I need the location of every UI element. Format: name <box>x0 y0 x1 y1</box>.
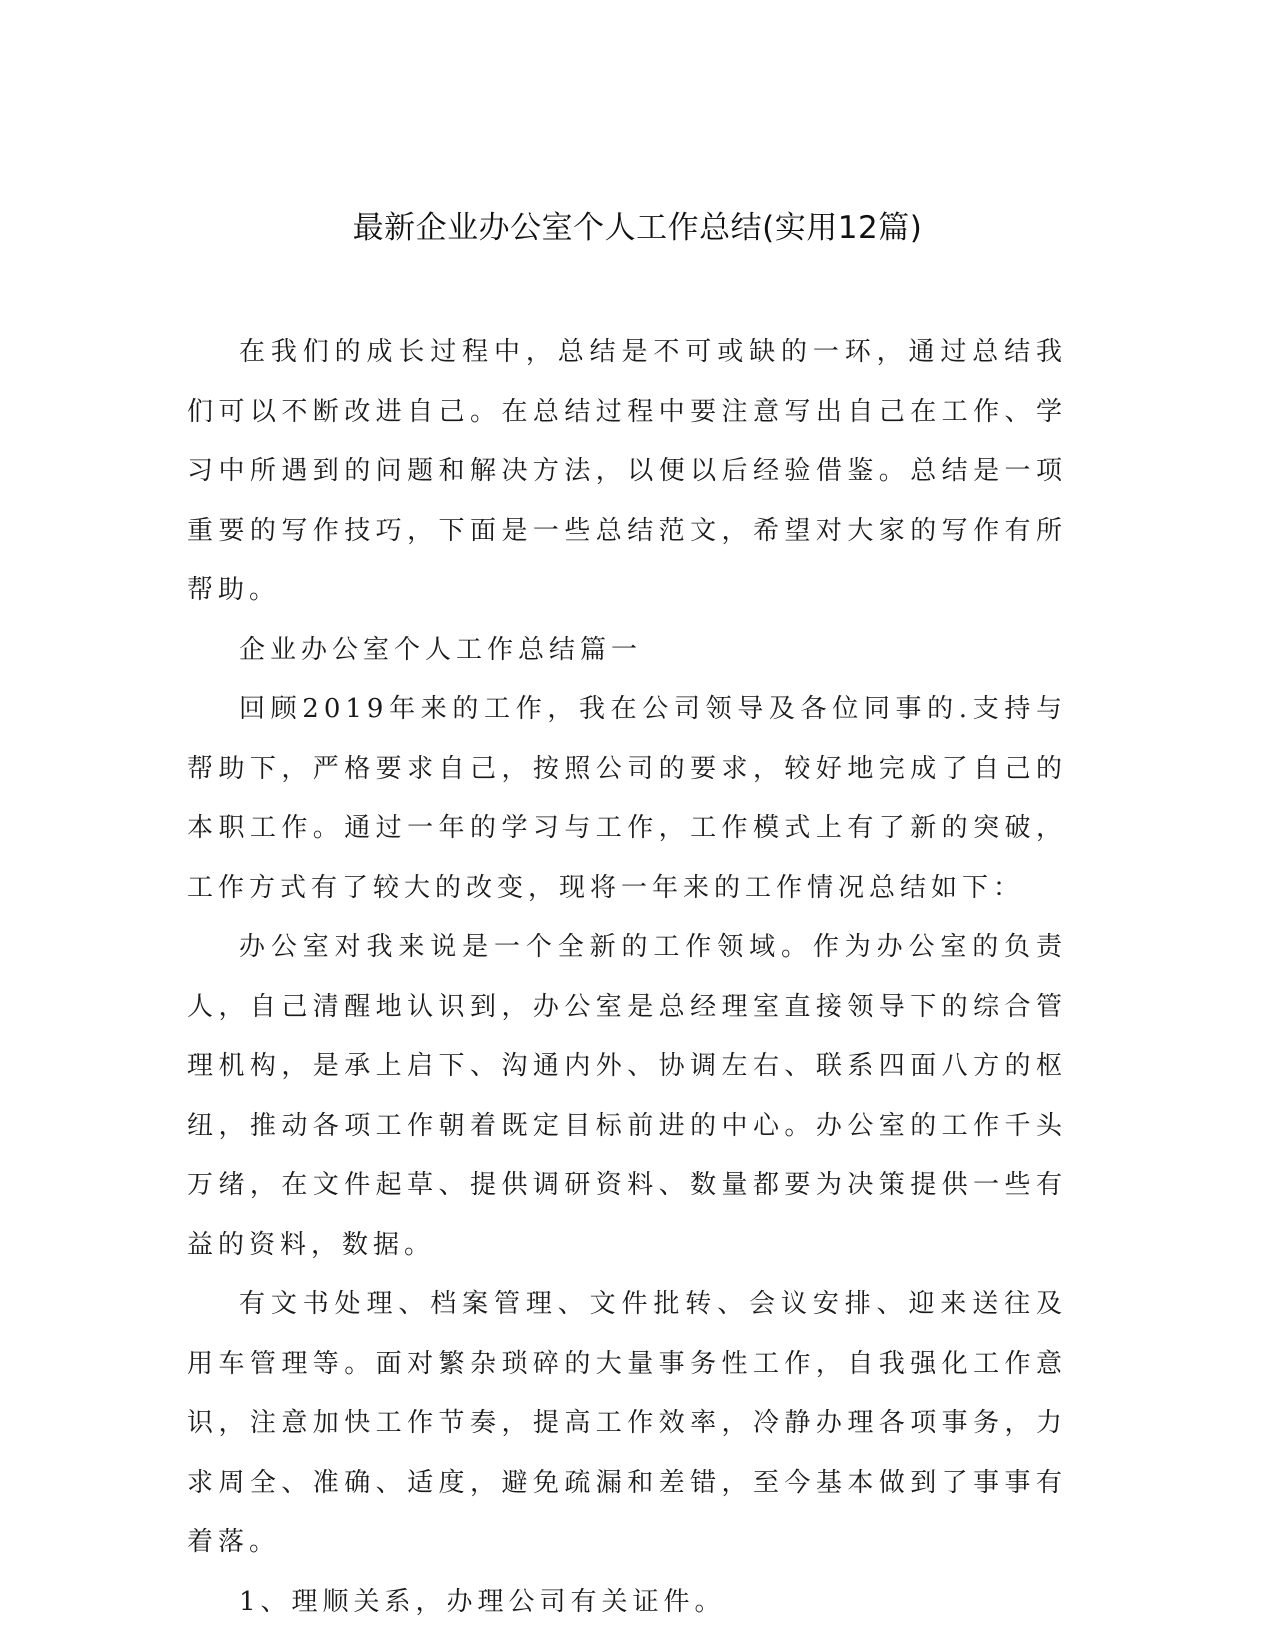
list-item-1: 1、理顺关系，办理公司有关证件。 <box>239 1586 726 1617</box>
paragraph-review: 回顾2019年来的工作，我在公司领导及各位同事的.支持与帮助下，严格要求自己，按照公司的要求，较好地完成了自己的本职工作。通过一年的学习与工作，工作模式上有了新的突破，工作方式有了较大的改变，现将一年来的工作情况总结如下： <box>187 694 1067 903</box>
paragraph-duties: 有文书处理、档案管理、文件批转、会议安排、迎来送往及用车管理等。面对繁杂琐碎的大量事务性工作，自我强化工作意识，注意加快工作节奏，提高工作效率，冷静办理各项事务，力求周全、准确、适度，避免疏漏和差错，至今基本做到了事事有着落。 <box>187 1289 1067 1557</box>
paragraph-office-role: 办公室对我来说是一个全新的工作领域。作为办公室的负责人，自己清醒地认识到，办公室是总经理室直接领导下的综合管理机构，是承上启下、沟通内外、协调左右、联系四面八方的枢纽，推动各项工作朝着既定目标前进的中心。办公室的工作千头万绪，在文件起草、提供调研资料、数量都要为决策提供一些有益的资料，数据。 <box>187 932 1067 1260</box>
document-title: 最新企业办公室个人工作总结(实用12篇) <box>352 210 923 246</box>
paragraph-intro: 在我们的成长过程中，总结是不可或缺的一环，通过总结我们可以不断改进自己。在总结过程中要注意写出自己在工作、学习中所遇到的问题和解决方法，以便以后经验借鉴。总结是一项重要的写作技巧，下面是一些总结范文，希望对大家的写作有所帮助。 <box>187 337 1067 605</box>
document-body <box>187 323 1067 1632</box>
section-heading: 企业办公室个人工作总结篇一 <box>239 634 643 665</box>
